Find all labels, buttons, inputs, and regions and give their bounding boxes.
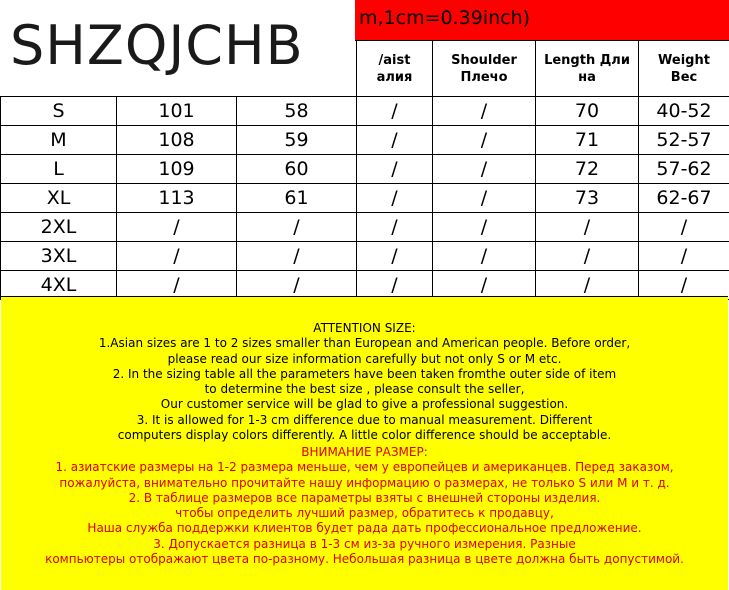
header-cell-5: Length Дли на	[536, 41, 639, 97]
russian-note-line: Наша служба поддержки клиентов будет рада дать профессиональное предложение.	[87, 521, 642, 536]
table-cell: 108	[117, 126, 237, 155]
table-cell: 2XL	[1, 213, 117, 242]
table-row	[1, 213, 729, 242]
table-cell: 3XL	[1, 242, 117, 271]
table-cell: 62-67	[639, 184, 729, 213]
table-cell: 40-52	[639, 97, 729, 126]
table-cell: XL	[1, 184, 117, 213]
header-cell-6: Weight Вес	[639, 41, 729, 97]
table-cell: /	[357, 155, 433, 184]
unit-banner-text: m,1cm=0.39inch)	[359, 7, 531, 29]
table-cell: 73	[536, 184, 639, 213]
russian-note-line: компьютеры отображают цвета по-разному. Небольшая разница в цвете должна быть допустимой.	[45, 552, 684, 567]
table-row	[1, 97, 729, 126]
table-cell: 71	[536, 126, 639, 155]
table-cell: /	[639, 242, 729, 271]
russian-note-line: 3. Допускается разница в 1-3 см из-за ручного измерения. Разные	[153, 536, 576, 551]
table-row	[1, 155, 729, 184]
english-note-line: to determine the best size , please consult the seller,	[204, 382, 525, 397]
table-cell: /	[536, 213, 639, 242]
table-cell: 4XL	[1, 271, 117, 300]
table-cell: /	[237, 271, 357, 300]
table-body	[1, 97, 729, 300]
table-cell: /	[433, 271, 536, 300]
table-cell: M	[1, 126, 117, 155]
table-cell: 52-57	[639, 126, 729, 155]
table-cell: 58	[237, 97, 357, 126]
russian-note-line: ВНИМАНИЕ РАЗМЕР:	[301, 445, 428, 459]
unit-banner	[355, 0, 729, 40]
table-cell: S	[1, 97, 117, 126]
russian-note-line: чтобы определить лучший размер, обратитесь к продавцу,	[175, 506, 554, 521]
table-cell: /	[433, 184, 536, 213]
brand-logo-text: SHZQJCHB	[10, 14, 304, 77]
table-cell: /	[357, 213, 433, 242]
english-note-line: please read our size information carefully but not only S or M etc.	[167, 351, 562, 366]
table-cell: /	[357, 242, 433, 271]
table-row	[1, 242, 729, 271]
table-cell: /	[357, 184, 433, 213]
header-cell-4: Shoulder Плечо	[433, 41, 536, 97]
table-cell: /	[536, 271, 639, 300]
table-cell: 72	[536, 155, 639, 184]
table-cell: /	[536, 242, 639, 271]
english-note-line: Our customer service will be glad to give a professional suggestion.	[160, 397, 569, 412]
table-cell: 61	[237, 184, 357, 213]
table-cell: 60	[237, 155, 357, 184]
english-note-line: 3. It is allowed for 1-3 cm difference due to manual measurement. Different	[136, 412, 593, 427]
table-cell: /	[433, 97, 536, 126]
russian-note-line: 1. азиатские размеры на 1-2 размера меньше, чем у европейцев и американцев. Перед заказом,	[55, 460, 674, 475]
table-cell: 70	[536, 97, 639, 126]
table-cell: /	[117, 213, 237, 242]
brand-logo	[0, 0, 355, 96]
english-note-line: ATTENTION SIZE:	[313, 321, 416, 335]
table-cell: /	[357, 271, 433, 300]
table-row	[1, 126, 729, 155]
header-cell-3: /aist алия	[357, 41, 433, 97]
table-row	[1, 184, 729, 213]
table-cell: /	[237, 213, 357, 242]
table-cell: 101	[117, 97, 237, 126]
table-cell: /	[433, 213, 536, 242]
table-cell: /	[237, 242, 357, 271]
english-notes	[1, 321, 728, 443]
size-notes-panel	[1, 296, 728, 590]
russian-note-line: 2. В таблице размеров все параметры взяты с внешней стороны изделия.	[128, 490, 601, 505]
table-cell: /	[639, 213, 729, 242]
table-cell: /	[639, 271, 729, 300]
table-cell: 57-62	[639, 155, 729, 184]
table-cell: /	[433, 242, 536, 271]
table-cell: 59	[237, 126, 357, 155]
russian-notes	[1, 445, 728, 567]
table-cell: /	[357, 126, 433, 155]
table-cell: /	[117, 271, 237, 300]
table-cell: /	[433, 126, 536, 155]
table-cell: 109	[117, 155, 237, 184]
table-cell: L	[1, 155, 117, 184]
table-cell: /	[117, 242, 237, 271]
russian-note-line: пожалуйста, внимательно прочитайте нашу информацию о размерах, не только S или M и т. д.	[59, 475, 670, 490]
table-cell: /	[433, 155, 536, 184]
english-note-line: 2. In the sizing table all the parameters have been taken fromthe outer side of item	[112, 366, 617, 381]
table-cell: /	[357, 97, 433, 126]
english-note-line: computers display colors differently. A little color difference should be acceptable.	[117, 428, 612, 443]
english-note-line: 1.Asian sizes are 1 to 2 sizes smaller than European and American people. Before order,	[98, 336, 631, 351]
table-cell: 113	[117, 184, 237, 213]
